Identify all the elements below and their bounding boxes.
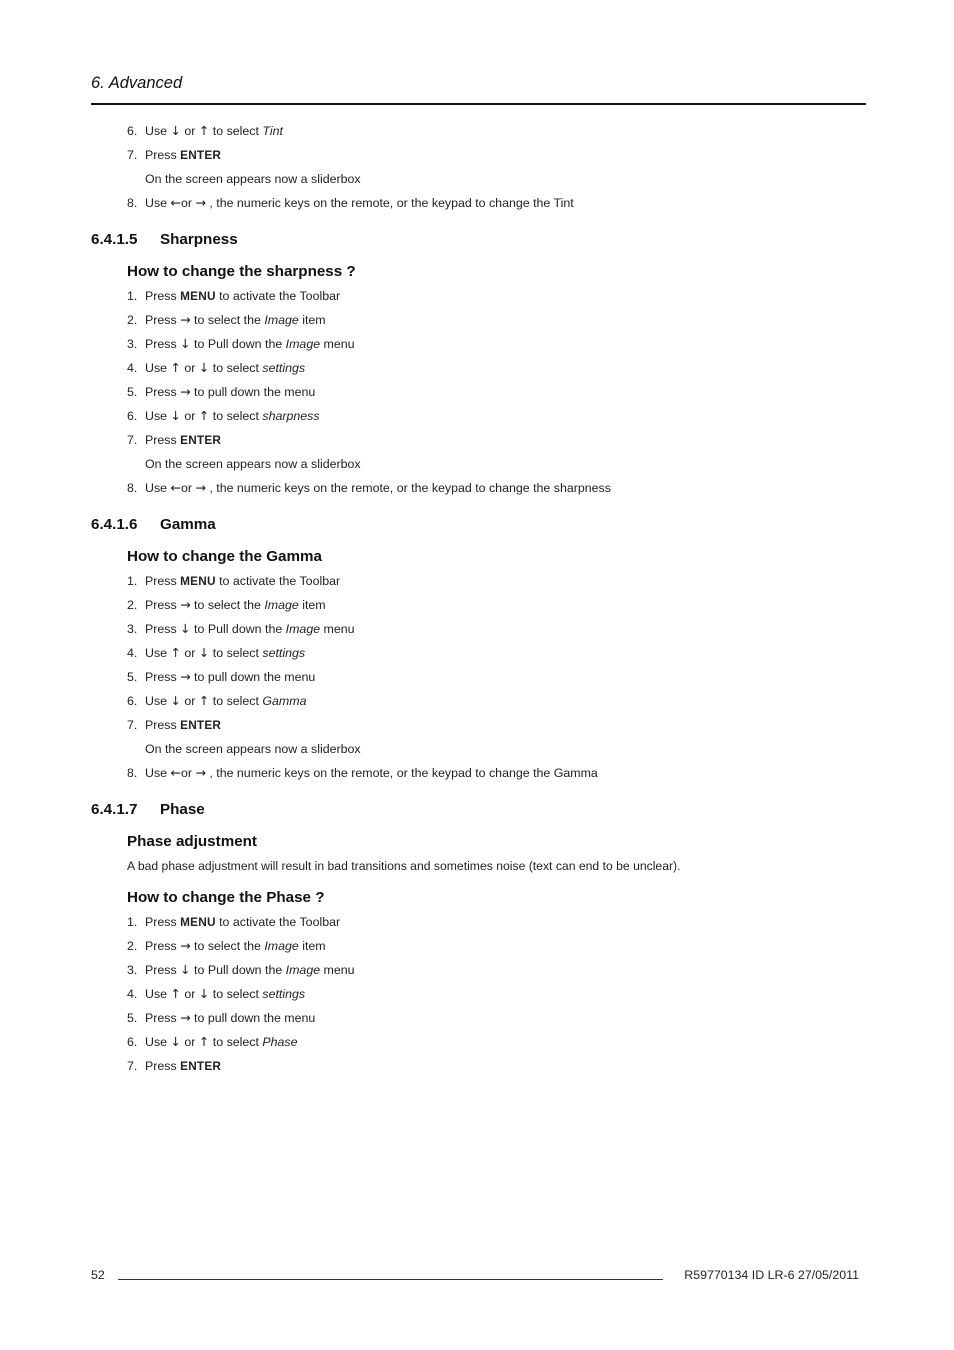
step-text-fragment: Press [145, 598, 181, 612]
step-text-fragment: Use [145, 409, 171, 423]
step-text [145, 476, 611, 500]
arrow-key-glyph: → [195, 480, 206, 495]
arrow-key-glyph: → [180, 384, 191, 399]
step-number: 4. [127, 361, 138, 375]
step-text [145, 761, 598, 785]
step-text [145, 569, 340, 593]
step-text-fragment: to pull down the menu [190, 1011, 316, 1025]
body-paragraph: A bad phase adjustment will result in bad transitions and sometimes noise (text can end to be unclear). [127, 859, 681, 873]
step-text-fragment: Use [145, 1035, 171, 1049]
procedure-heading: How to change the Gamma [127, 548, 322, 565]
step-text-fragment: Press [145, 939, 181, 953]
step-text-fragment: , the numeric keys on the remote, or the keypad to change the Tint [205, 196, 574, 210]
step-number: 6. [127, 124, 138, 138]
step-number: 3. [127, 337, 138, 351]
arrow-key-glyph: → [180, 597, 191, 612]
arrow-key-glyph: ← [170, 765, 181, 780]
section-number: 6.4.1.5 [91, 231, 138, 248]
procedure-heading: How to change the sharpness ? [127, 263, 356, 280]
step-item [91, 143, 866, 167]
procedure-heading: Phase adjustment [127, 833, 257, 850]
menu-item-name: settings [262, 987, 306, 1001]
step-text-fragment: Use [145, 124, 171, 138]
subtitle-spacer [91, 537, 866, 545]
arrow-key-glyph: ↓ [198, 645, 210, 660]
step-text-fragment: Use [145, 481, 171, 495]
step-number: 8. [127, 481, 138, 495]
step-number: 6. [127, 1035, 138, 1049]
step-text-fragment: item [298, 939, 326, 953]
step-text-fragment: to activate the Toolbar [215, 915, 341, 929]
section-title: Phase [160, 801, 205, 818]
step-text-fragment: On the screen appears now a sliderbox [145, 742, 361, 756]
step-item [91, 641, 866, 665]
step-text-fragment: to activate the Toolbar [215, 574, 341, 588]
step-text-fragment: to select [209, 409, 263, 423]
step-text-fragment: or [180, 196, 196, 210]
step-text-fragment: Press [145, 574, 181, 588]
arrow-key-glyph: → [180, 1010, 191, 1025]
step-item [91, 356, 866, 380]
footer-rule [118, 1279, 663, 1280]
section-spacer [91, 785, 866, 798]
arrow-key-glyph: ↓ [198, 986, 210, 1001]
step-text [145, 1006, 315, 1030]
step-number: 8. [127, 196, 138, 210]
arrow-key-glyph: → [195, 195, 206, 210]
step-text-fragment: Press [145, 289, 181, 303]
step-text-fragment: to Pull down the [190, 622, 286, 636]
step-item [91, 934, 866, 958]
step-text-fragment: , the numeric keys on the remote, or the keypad to change the sharpness [205, 481, 611, 495]
step-text [145, 934, 326, 958]
step-text-fragment: to activate the Toolbar [215, 289, 341, 303]
step-number: 7. [127, 433, 138, 447]
step-text-fragment: to pull down the menu [190, 670, 316, 684]
step-text-fragment: On the screen appears now a sliderbox [145, 457, 361, 471]
step-text-fragment: to select the [190, 939, 265, 953]
step-item [91, 761, 866, 785]
step-number: 1. [127, 574, 138, 588]
header-rule [91, 103, 866, 105]
step-text-fragment: or [180, 766, 196, 780]
step-item [91, 617, 866, 641]
step-text-fragment: or [180, 987, 199, 1001]
step-item [91, 713, 866, 737]
step-text-fragment: to select [209, 361, 263, 375]
step-text-fragment: to select [209, 1035, 263, 1049]
step-text-fragment: or [180, 124, 199, 138]
step-text [145, 356, 305, 380]
step-text-fragment: to select the [190, 313, 265, 327]
step-text-fragment: Press [145, 148, 181, 162]
step-item [91, 428, 866, 452]
step-text-fragment: to select [209, 987, 263, 1001]
subtitle-spacer [91, 822, 866, 830]
page-number: 52 [91, 1268, 105, 1282]
chapter-title: 6. Advanced [91, 74, 183, 92]
step-text [145, 380, 315, 404]
step-item [91, 593, 866, 617]
step-text [145, 452, 361, 476]
step-number: 5. [127, 385, 138, 399]
step-item [91, 284, 866, 308]
step-number: 5. [127, 670, 138, 684]
step-number: 6. [127, 694, 138, 708]
step-text-fragment: to select [209, 646, 263, 660]
section-number: 6.4.1.7 [91, 801, 138, 818]
step-text-fragment: to select [209, 124, 263, 138]
step-text [145, 284, 340, 308]
step-text [145, 713, 221, 737]
step-number: 2. [127, 939, 138, 953]
arrow-key-glyph: → [180, 938, 191, 953]
step-text [145, 143, 221, 167]
step-number: 7. [127, 1059, 138, 1073]
step-text [145, 404, 320, 428]
section-number: 6.4.1.6 [91, 516, 138, 533]
menu-item-name: Image [264, 598, 299, 612]
page-content [91, 119, 866, 1078]
step-text-fragment: Press [145, 718, 181, 732]
arrow-key-glyph: ← [170, 195, 181, 210]
step-text [145, 308, 326, 332]
step-note [91, 167, 866, 191]
step-list [91, 910, 866, 1078]
step-number: 5. [127, 1011, 138, 1025]
step-item [91, 332, 866, 356]
menu-item-name: Image [264, 313, 299, 327]
step-text [145, 332, 355, 356]
menu-item-name: sharpness [262, 409, 320, 423]
document-reference: R59770134 ID LR-6 27/05/2011 [684, 1268, 859, 1282]
arrow-key-glyph: ↑ [198, 123, 210, 138]
arrow-key-glyph: ↓ [170, 408, 181, 423]
step-item [91, 958, 866, 982]
procedure-heading: How to change the Phase ? [127, 889, 325, 906]
key-name: MENU [180, 915, 216, 929]
arrow-key-glyph: ↓ [180, 336, 191, 351]
step-number: 4. [127, 646, 138, 660]
step-text-fragment: or [180, 646, 199, 660]
menu-item-name: Image [285, 337, 321, 351]
step-text-fragment: Press [145, 670, 181, 684]
step-item [91, 1006, 866, 1030]
step-text [145, 617, 355, 641]
step-number: 2. [127, 313, 138, 327]
step-number: 6. [127, 409, 138, 423]
step-text-fragment: Press [145, 433, 181, 447]
step-text-fragment: Press [145, 337, 181, 351]
arrow-key-glyph: ← [170, 480, 181, 495]
step-item [91, 665, 866, 689]
section-spacer [91, 500, 866, 513]
step-text-fragment: item [298, 313, 326, 327]
key-name: MENU [180, 289, 216, 303]
step-item [91, 380, 866, 404]
step-text [145, 958, 355, 982]
step-text-fragment: or [180, 481, 196, 495]
step-text-fragment: menu [320, 337, 355, 351]
step-text-fragment: or [180, 1035, 199, 1049]
step-text-fragment: Press [145, 313, 181, 327]
arrow-key-glyph: ↓ [170, 123, 181, 138]
menu-item-name: Gamma [262, 694, 307, 708]
section-title: Sharpness [160, 231, 238, 248]
arrow-key-glyph: ↓ [180, 621, 191, 636]
step-note [91, 737, 866, 761]
step-text [145, 689, 306, 713]
arrow-key-glyph: ↑ [170, 360, 181, 375]
key-name: MENU [180, 574, 216, 588]
menu-item-name: Image [264, 939, 299, 953]
step-text-fragment: Use [145, 987, 171, 1001]
menu-item-name: Phase [262, 1035, 298, 1049]
step-number: 1. [127, 289, 138, 303]
step-list [91, 569, 866, 785]
step-text [145, 428, 221, 452]
step-item [91, 1054, 866, 1078]
section-spacer [91, 215, 866, 228]
section-title: Gamma [160, 516, 216, 533]
menu-item-name: Image [285, 622, 321, 636]
step-text-fragment: or [180, 409, 199, 423]
menu-item-name: Tint [262, 124, 283, 138]
key-name: ENTER [180, 148, 222, 162]
step-text [145, 593, 326, 617]
arrow-key-glyph: ↑ [198, 408, 210, 423]
key-name: ENTER [180, 1059, 222, 1073]
step-list [91, 284, 866, 500]
step-note [91, 452, 866, 476]
step-item [91, 308, 866, 332]
step-item [91, 910, 866, 934]
arrow-key-glyph: ↑ [198, 1034, 210, 1049]
section-heading [91, 798, 866, 822]
step-text-fragment: to select the [190, 598, 265, 612]
step-text [145, 665, 315, 689]
subtitle-spacer [91, 878, 866, 886]
step-text-fragment: Use [145, 694, 171, 708]
subtitle-spacer [91, 252, 866, 260]
step-number: 3. [127, 963, 138, 977]
step-text-fragment: to Pull down the [190, 337, 286, 351]
step-text-fragment: , the numeric keys on the remote, or the keypad to change the Gamma [205, 766, 598, 780]
step-number: 7. [127, 148, 138, 162]
step-item [91, 476, 866, 500]
step-text [145, 910, 340, 934]
key-name: ENTER [180, 433, 222, 447]
step-item [91, 191, 866, 215]
step-item [91, 689, 866, 713]
arrow-key-glyph: → [180, 312, 191, 327]
step-text-fragment: Use [145, 646, 171, 660]
step-text-fragment: item [298, 598, 326, 612]
step-text [145, 641, 305, 665]
key-name: ENTER [180, 718, 222, 732]
section-heading [91, 513, 866, 537]
menu-item-name: Image [285, 963, 321, 977]
step-item [91, 1030, 866, 1054]
step-text-fragment: Use [145, 196, 171, 210]
step-text-fragment: to Pull down the [190, 963, 286, 977]
step-text-fragment: On the screen appears now a sliderbox [145, 172, 361, 186]
step-text-fragment: Press [145, 385, 181, 399]
step-text [145, 119, 283, 143]
step-text [145, 982, 305, 1006]
arrow-key-glyph: ↑ [198, 693, 210, 708]
step-item [91, 569, 866, 593]
step-number: 7. [127, 718, 138, 732]
step-text-fragment: to select [209, 694, 263, 708]
step-item [91, 119, 866, 143]
step-text-fragment: Press [145, 622, 181, 636]
arrow-key-glyph: ↑ [170, 986, 181, 1001]
step-number: 2. [127, 598, 138, 612]
step-text-fragment: Press [145, 915, 181, 929]
arrow-key-glyph: ↓ [170, 693, 181, 708]
step-text-fragment: or [180, 361, 199, 375]
step-number: 1. [127, 915, 138, 929]
arrow-key-glyph: ↑ [170, 645, 181, 660]
menu-item-name: settings [262, 646, 306, 660]
step-text-fragment: menu [320, 963, 355, 977]
step-text-fragment: Use [145, 766, 171, 780]
arrow-key-glyph: → [180, 669, 191, 684]
step-text-fragment: or [180, 694, 199, 708]
arrow-key-glyph: → [195, 765, 206, 780]
arrow-key-glyph: ↓ [180, 962, 191, 977]
arrow-key-glyph: ↓ [198, 360, 210, 375]
step-text-fragment: menu [320, 622, 355, 636]
section-heading [91, 228, 866, 252]
step-text [145, 191, 574, 215]
menu-item-name: settings [262, 361, 306, 375]
step-item [91, 404, 866, 428]
intro-step-list [91, 119, 866, 215]
arrow-key-glyph: ↓ [170, 1034, 181, 1049]
step-text-fragment: Press [145, 1059, 181, 1073]
step-text-fragment: Press [145, 963, 181, 977]
step-text [145, 1030, 298, 1054]
step-text [145, 167, 361, 191]
step-number: 4. [127, 987, 138, 1001]
step-text-fragment: Use [145, 361, 171, 375]
step-text [145, 1054, 221, 1078]
step-item [91, 982, 866, 1006]
step-number: 8. [127, 766, 138, 780]
step-text-fragment: to pull down the menu [190, 385, 316, 399]
step-text [145, 737, 361, 761]
step-text-fragment: Press [145, 1011, 181, 1025]
step-number: 3. [127, 622, 138, 636]
